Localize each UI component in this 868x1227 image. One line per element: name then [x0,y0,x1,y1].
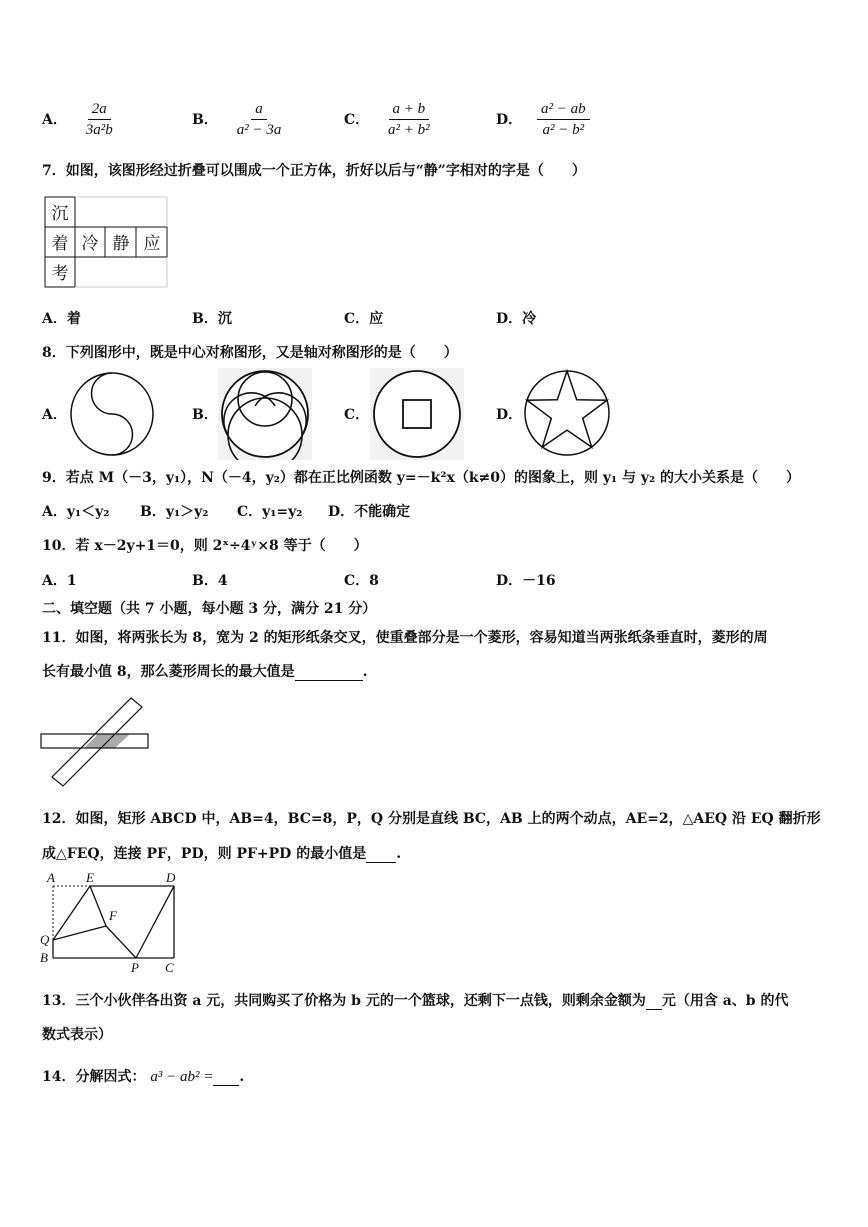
answer-blank [295,664,363,681]
q10-option-d: D．－16 [496,573,556,589]
s-curve [92,373,133,455]
denominator: 3a²b [85,122,113,138]
q13-text-a: 13．三个小伙伴各出资 a 元，共同购买了价格为 b 元的一个篮球，还剩下一点钱，则剩余金额为 [42,993,646,1009]
point-label-a: A [47,870,55,885]
q9-option-a: A．y₁＜y₂ [42,504,110,520]
point-label-f: F [109,908,117,923]
point-label-e: E [86,870,94,885]
q6-option-fraction [82,100,117,139]
q6-option-fraction [233,100,286,139]
q12-line1: 12．如图，矩形 ABCD 中，AB=4，BC=8，P，Q 分别是直线 BC，AB 上的两个动点，AE=2，△AEQ 沿 EQ 翻折形 [42,811,821,827]
q9-option-c: C．y₁=y₂ [237,504,303,520]
point-label-b: B [40,950,48,965]
q14-end: . [239,1069,245,1085]
q13-text-b: 元（用含 a、b 的代 [661,993,789,1009]
net-char: 着 [51,234,69,253]
answer-blank [646,993,662,1010]
answer-blank [366,846,396,863]
net-char: 应 [143,234,161,253]
q9-text: 9．若点 M（－3，y₁），N（－4，y₂）都在正比例函数 y=－k²x（k≠0）的图象上，则 y₁ 与 y₂ 的大小关系是（ ） [42,470,801,486]
overlap-rhombus [84,734,130,748]
numerator: a² − ab [537,100,590,120]
q6-option-b [192,100,285,139]
rectangle-fold-figure [36,868,184,976]
q6-option-fraction [384,100,434,139]
q11-end: . [362,664,368,680]
q8-label-a: A． [42,407,67,423]
numerator: a [251,100,267,120]
q6-option-fraction [537,100,590,139]
q11-text: 长有最小值 8，那么菱形周长的最大值是 [42,664,295,680]
q7-option-c: C．应 [344,311,384,327]
yin-yang-figure [68,370,158,458]
q7-option-b: B．沉 [192,311,232,327]
q13-line1 [42,990,788,1010]
outer-circle [525,371,609,455]
point-label-p: P [131,960,139,975]
q6-option-label: C． [344,111,370,128]
net-char: 冷 [81,234,99,253]
q8-text: 8．下列图形中，既是中心对称图形，又是轴对称图形的是（ ） [42,345,458,361]
q10-text: 10．若 x－2y+1＝0，则 2ˣ÷4ʸ×8 等于（ ） [42,538,368,554]
q7-option-d: D．冷 [496,311,537,327]
q12-line2 [42,843,401,863]
q6-option-c [344,100,434,139]
outer-circle [374,371,460,457]
answer-blank [213,1069,239,1086]
denominator: a² − 3a [236,122,282,138]
q7-text: 7．如图，该图形经过折叠可以围成一个正方体，折好以后与“静”字相对的字是（ ） [42,163,586,179]
q10-option-c: C．8 [344,573,379,589]
q6-option-d [496,100,590,139]
net-char-top: 沉 [51,204,69,223]
q12-end: . [396,846,402,862]
q13-line2: 数式表示） [42,1027,112,1043]
numerator: a + b [389,100,430,120]
q8-label-c: C． [344,407,370,423]
crossed-strips-figure [40,694,152,790]
q14-line [42,1066,244,1086]
cube-net-figure [44,196,170,292]
q10-option-b: B．4 [192,573,228,589]
segment-pd [136,886,174,958]
q6-option-label: D． [496,111,523,128]
point-label-q: Q [40,932,50,947]
coin-figure [370,368,464,460]
segment-ef [90,886,106,926]
net-char-bottom: 考 [51,264,69,283]
q11-line2 [42,661,368,681]
point-label-d: D [166,870,176,885]
q7-option-a: A．着 [42,311,81,327]
net-char: 静 [112,234,130,253]
q8-label-d: D． [496,407,523,423]
q9-option-b: B．y₁＞y₂ [140,504,209,520]
q14-expression: a³ − ab² = [150,1069,214,1085]
denominator: a² − b² [542,122,585,138]
q8-label-b: B． [192,407,218,423]
q11-line1: 11．如图，将两张长为 8，宽为 2 的矩形纸条交叉，使重叠部分是一个菱形，容易知道当两张纸条垂直时，菱形的周 [42,630,768,646]
q6-option-label: A． [42,111,67,128]
denominator: a² + b² [388,122,430,138]
star-circle-figure [522,368,612,458]
point-label-c: C [165,960,174,975]
section-heading: 二、填空题（共 7 小题，每小题 3 分，满分 21 分） [42,601,377,617]
three-circles-figure [218,368,312,460]
q9-option-d: D．不能确定 [328,504,411,520]
q6-option-a [42,100,117,139]
q14-label: 14．分解因式： [42,1069,146,1085]
q12-text: 成△FEQ，连接 PF，PD，则 PF+PD 的最小值是 [42,846,367,862]
segment-fp [106,926,136,958]
q6-option-label: B． [192,111,218,128]
numerator: 2a [88,100,111,120]
q10-option-a: A．1 [42,573,77,589]
